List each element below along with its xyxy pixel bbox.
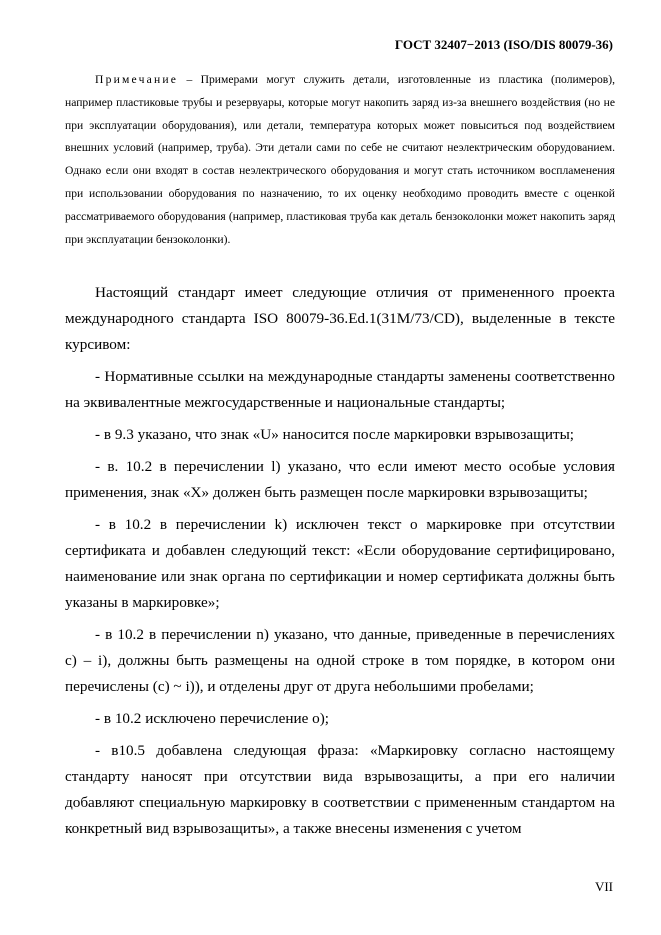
note-label: Примечание [95,73,179,86]
paragraph-clause-10-5: - в10.5 добавлена следующая фраза: «Маркировку согласно настоящему стандарту наносят при отсутствии вида взрывозащиты, а при его наличии добавляют специальную маркировку в соответствии с примененным стандартом на конкретный вид взрывозащиты», а также внесены изменения с учетом [65,742,615,837]
document-header: ГОСТ 32407−2013 (ISO/DIS 80079-36) [394,37,613,52]
paragraph-normative-references: - Нормативные ссылки на международные стандарты заменены соответственно на эквивалентные межгосударственные и национальные стандарты; [65,368,615,411]
main-text [65,280,615,848]
paragraph-differences-intro: Настоящий стандарт имеет следующие отличия от примененного проекта международного стандарта ISO 80079-36.Ed.1(31M/73/CD), выделенные в тексте курсивом: [65,284,615,353]
paragraph-clause-10-2-n: - в 10.2 в перечислении n) указано, что данные, приведенные в перечислениях с) ‒ i), должны быть размещены на одной строке в том порядке, в котором они перечислены (с) ~ i)), и отделены друг от друга небольшими пробелами; [65,626,615,695]
note-text: – Примерами могут служить детали, изготовленные из пластика (полимеров), например пластиковые трубы и резервуары, которые могут накопить заряд из-за внешнего воздействия (но не при эксплуатации оборудования), или детали, температура которых может повыситься под воздействием внешних условий (например, труба). Эти детали сами по себе не считают неэлектрическим оборудованием. Однако если они входят в состав неэлектрического оборудования и могут стать источником воспламенения при использовании оборудования по назначению, то их оценку необходимо проводить вместе с оценкой рассматриваемого оборудования (например, пластиковая труба как деталь бензоколонки может накопить заряд при эксплуатации бензоколонки). [65,73,615,246]
paragraph-clause-10-2-l: - в. 10.2 в перечислении l) указано, что если имеют место особые условия применения, знак «X» должен быть размещен после маркировки взрывозащиты; [65,458,615,501]
paragraph-clause-9-3: - в 9.3 указано, что знак «U» наносится после маркировки взрывозащиты; [95,426,575,443]
note-paragraph [65,69,615,251]
page-number: VII [594,879,613,894]
paragraph-clause-10-2-o: - в 10.2 исключено перечисление о); [95,710,330,727]
paragraph-clause-10-2-k: - в 10.2 в перечислении k) исключен текст о маркировке при отсутствии сертификата и добавлен следующий текст: «Если оборудование сертифицировано, наименование или знак органа по сертификации и номер сертификата должны быть указаны в маркировке»; [65,516,615,611]
